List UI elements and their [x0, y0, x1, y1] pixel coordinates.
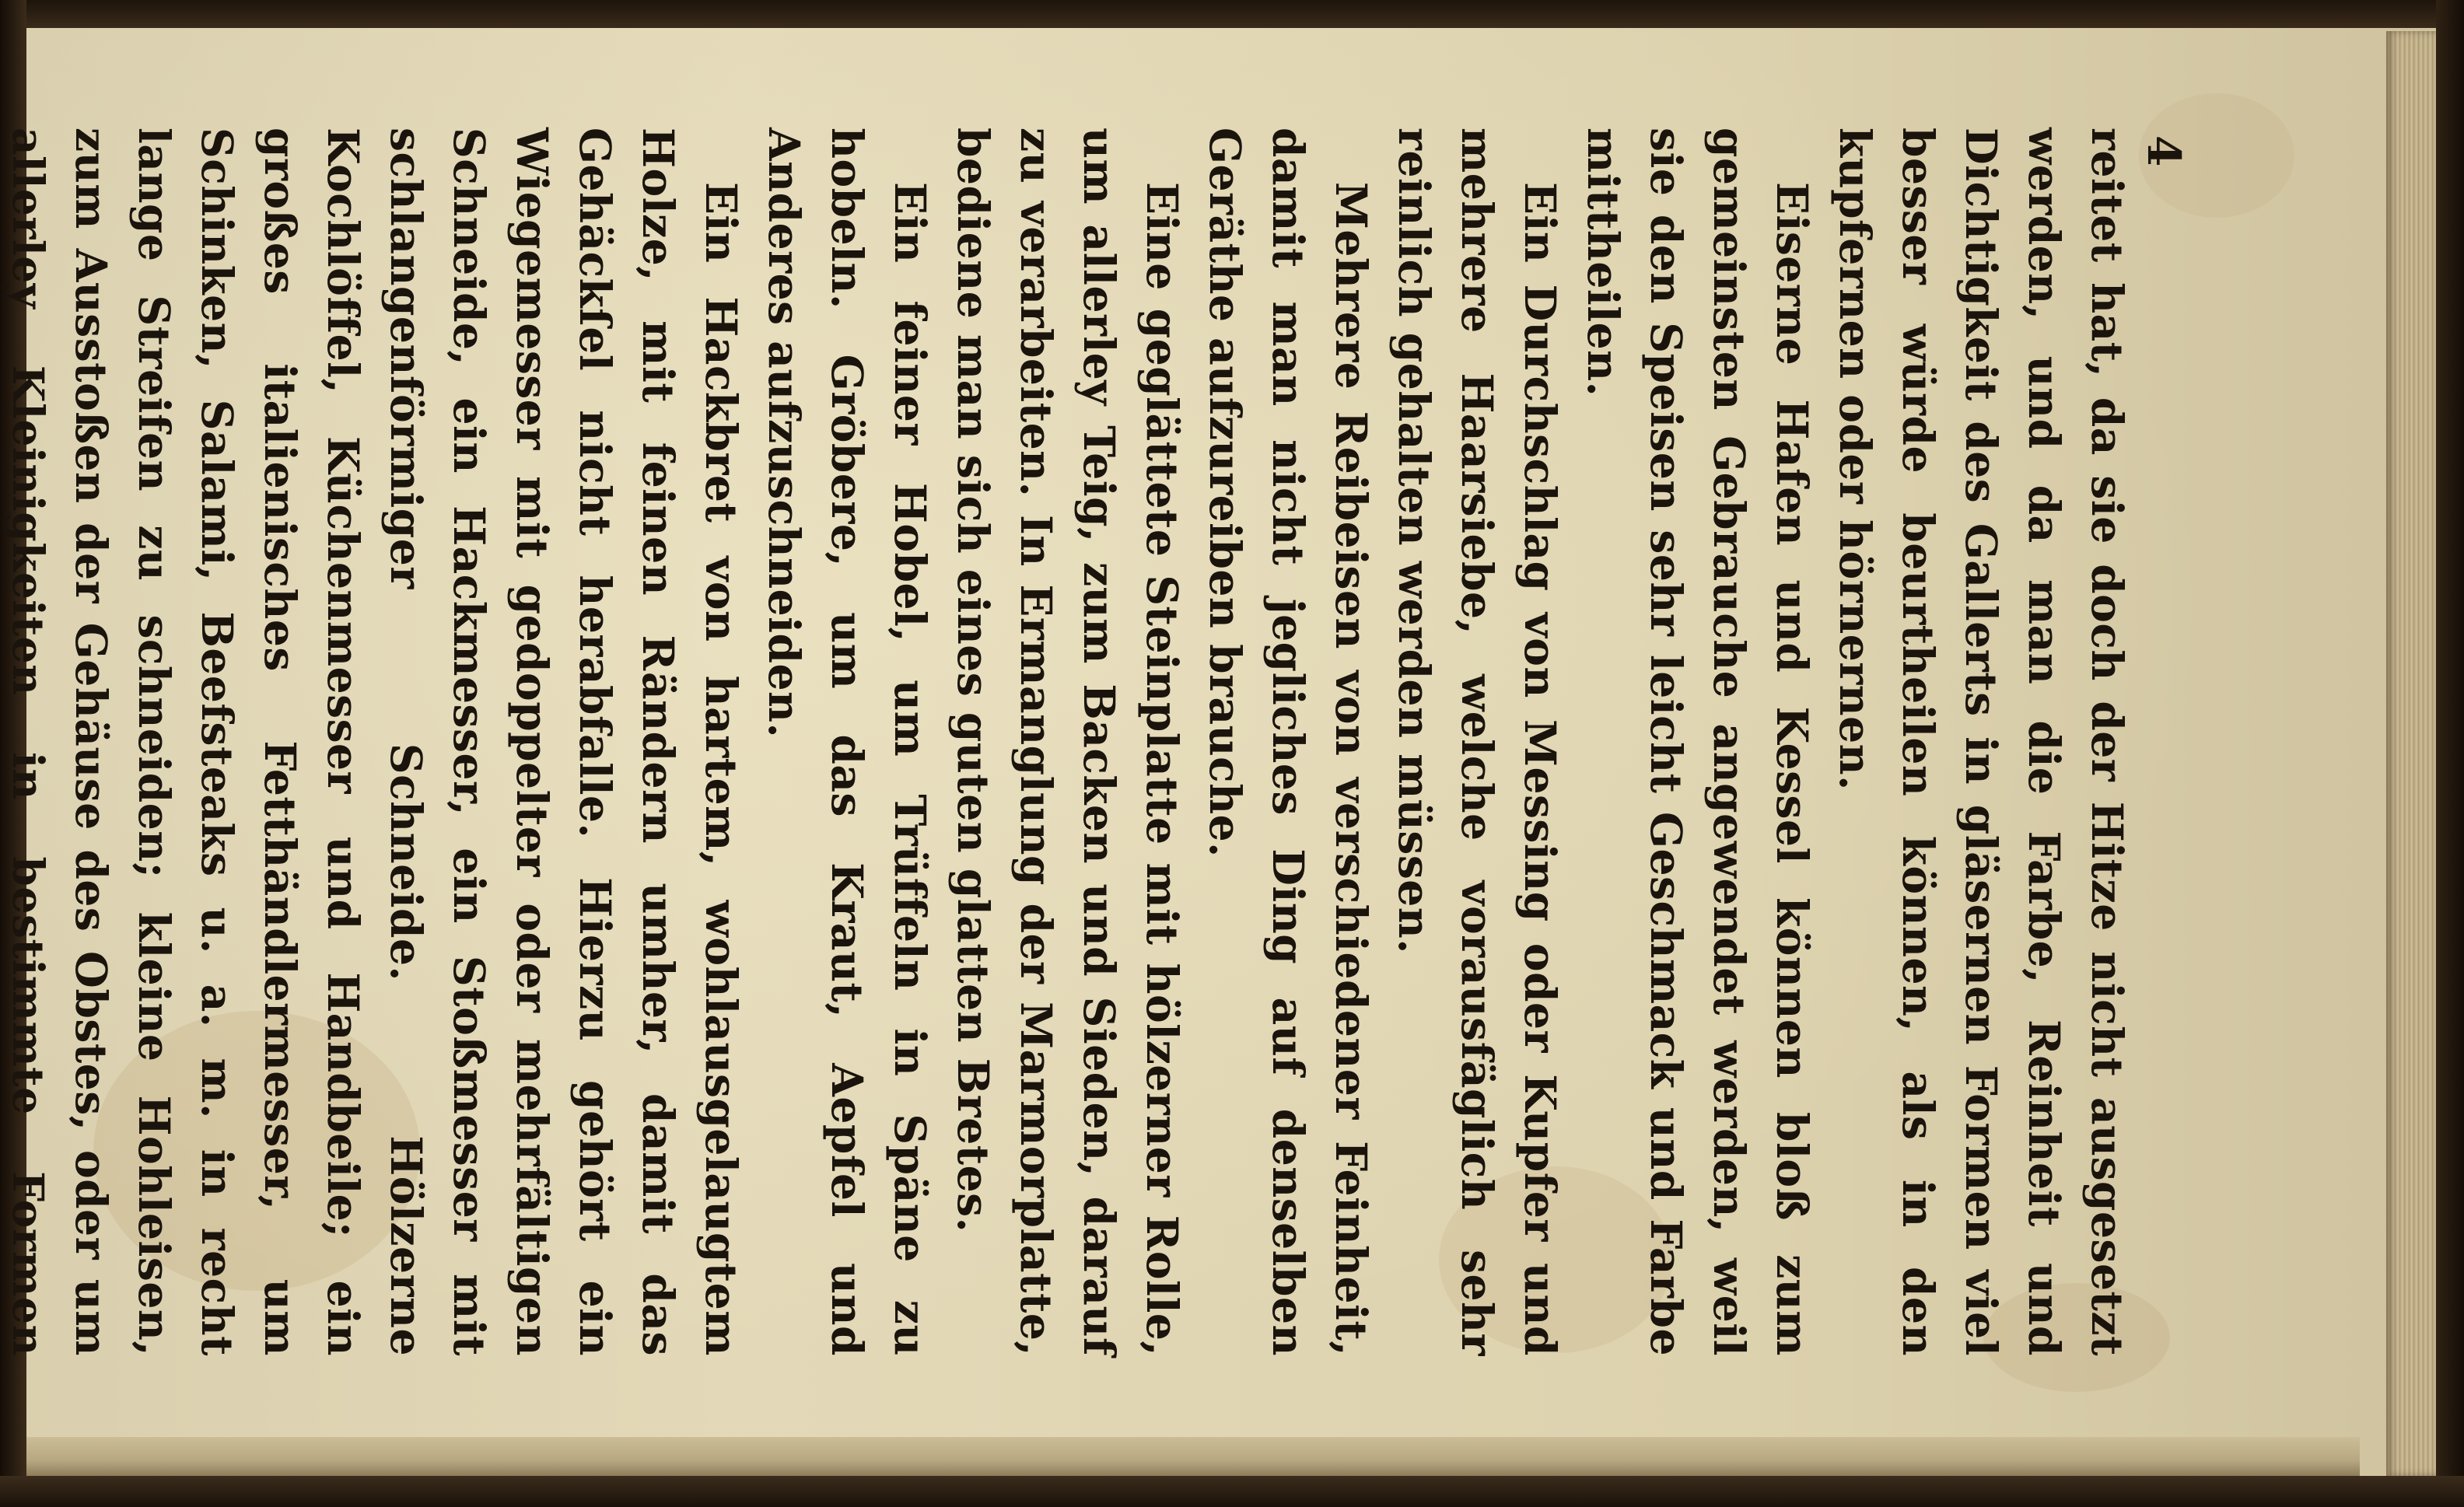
printed-page-text	[3, 96, 2195, 1387]
page-fold	[26, 1437, 2360, 1476]
book-fore-edge	[2386, 31, 2436, 1476]
paragraph: Mehrere Reibeisen von verschiedener Feinheit, damit man nicht jegliches Ding auf denselben Geräthe aufzureiben brauche.	[1200, 128, 1377, 1356]
paragraph: reitet hat, da sie doch der Hitze nicht ausgesetzt werden, und da man die Farbe, Reinheit und Dichtigkeit des Gallerts in gläsernen Formen viel besser würde beurtheilen können, als in den kupfernen oder hörnernen.	[1830, 128, 2133, 1356]
paragraph: Ein feiner Hobel, um Trüffeln in Späne zu hobeln. Gröbere, um das Kraut, Aepfel und Anderes aufzuschneiden.	[759, 128, 936, 1356]
page-number: 4	[2137, 135, 2190, 167]
paragraph: Eiserne Hafen und Kessel können bloß zum gemeinsten Gebrauche angewendet werden, weil sie den Speisen sehr leicht Geschmack und Farbe mittheilen.	[1578, 128, 1818, 1356]
scanner-border-bottom	[0, 1476, 2464, 1507]
scanner-border-top	[0, 0, 2464, 28]
scanner-border-right	[2436, 0, 2464, 1507]
paragraph: Eine geglättete Steinplatte mit hölzerner Rolle, um allerley Teig, zum Backen und Sieden, darauf zu verarbeiten. In Ermanglung der Marmorplatte, bediene man sich eines guten glatten Bretes.	[948, 128, 1188, 1356]
paragraph: Ein Hackbret von hartem, wohlausgelaugtem Holze, mit feinen Rändern umher, damit das Gehäckſel nicht herabfalle. Hierzu gehört ein Wiegemesser mit gedoppelter oder mehrfältigen Schneide, ein Hackmesser, ein Stoßmesser mit schlangenförmiger Schneide. Hölzerne Kochlöffel, Küchenmesser und Handbeile; ein großes italienisches Fetthändlermesser, um Schinken, Salami, Beefsteaks u. a. m. in recht lange Streifen zu schneiden; kleine Hohleisen, zum Ausstoßen der Gehäuse des Obstes, oder um allerley Kleinigkeiten in bestimmte Formen	[3, 128, 747, 1356]
paragraph: Ein Durchschlag von Messing oder Kupfer und mehrere Haarsiebe, welche vorausfäglich sehr reinlich gehalten werden müssen.	[1389, 128, 1566, 1356]
